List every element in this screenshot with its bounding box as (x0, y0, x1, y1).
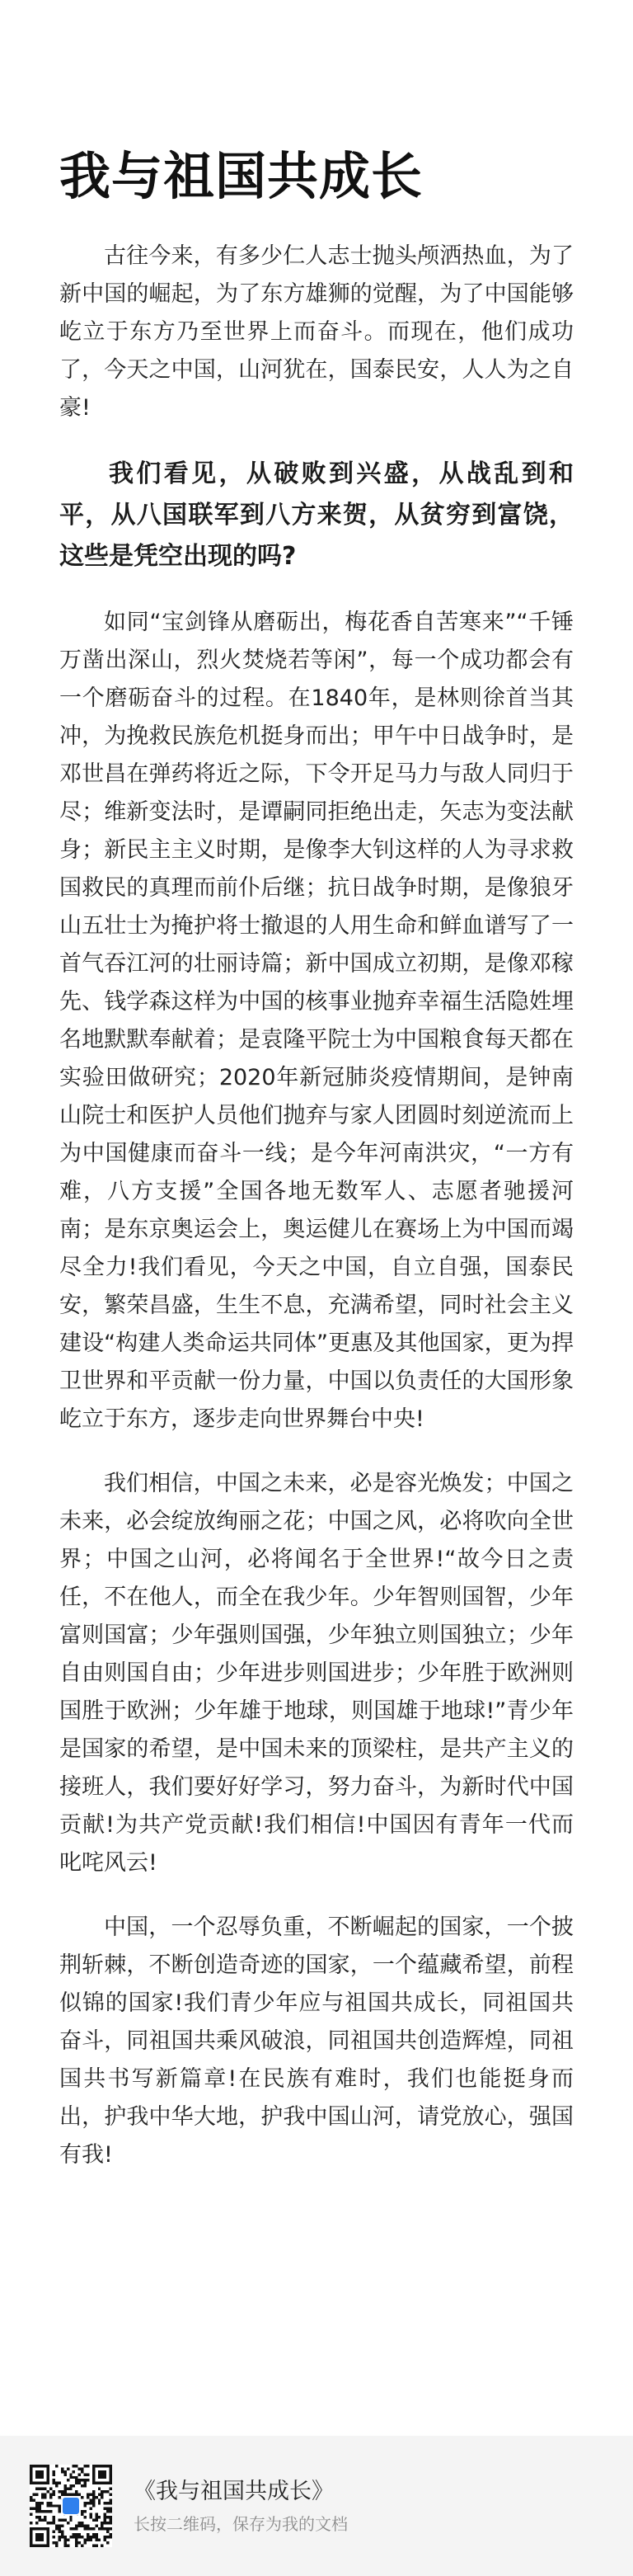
paragraph-2-emphasis: 我们看见，从破败到兴盛，从战乱到和平，从八国联军到八方来贺，从贫穷到富饶，这些是凭空出现的吗? (59, 459, 574, 571)
save-document-footer (0, 2436, 633, 2576)
footer-doc-title: 《我与祖国共成长》 (134, 2479, 334, 2504)
footer-hint: 长按二维码，保存为我的文档 (134, 2514, 348, 2534)
qr-code-icon[interactable] (30, 2465, 112, 2547)
paragraph-4: 我们相信，中国之未来，必是容光焕发；中国之未来，必会绽放绚丽之花；中国之风，必将吹向全世界；中国之山河，必将闻名于全世界!“故今日之责任，不在他人，而全在我少年。少年智则国智，少年富则国富；少年强则国强，少年独立则国独立；少年自由则国自由；少年进步则国进步；少年胜于欧洲则国胜于欧洲；少年雄于地球，则国雄于地球!”青少年是国家的希望，是中国未来的顶梁柱，是共产主义的接班人，我们要好好学习，努力奋斗，为新时代中国贡献!为共产党贡献!我们相信!中国因有青年一代而叱咤风云! (59, 1471, 574, 1876)
page-title: 我与祖国共成长 (59, 146, 424, 206)
footer-text (134, 2476, 348, 2536)
paragraph-3: 如同“宝剑锋从磨砺出，梅花香自苦寒来”“千锤万凿出深山，烈火焚烧若等闲”，每一个成功都会有一个磨砺奋斗的过程。在1840年，是林则徐首当其冲，为挽救民族危机挺身而出；甲午中日战争时，是邓世昌在弹药将近之际，下令开足马力与敌人同归于尽；维新变法时，是谭嗣同拒绝出走，矢志为变法献身；新民主主义时期，是像李大钊这样的人为寻求救国救民的真理而前仆后继；抗日战争时期，是像狼牙山五壮士为掩护将士撤退的人用生命和鲜血谱写了一首气吞江河的壮丽诗篇；新中国成立初期，是像邓稼先、钱学森这样为中国的核事业抛弃幸福生活隐姓埋名地默默奉献着；是袁隆平院士为中国粮食每天都在实验田做研究；2020年新冠肺炎疫情期间，是钟南山院士和医护人员他们抛弃与家人团圆时刻逆流而上为中国健康而奋斗一线；是今年河南洪灾，“一方有难，八方支援”全国各地无数军人、志愿者驰援河南；是东京奥运会上，奥运健儿在赛场上为中国而竭尽全力!我们看见，今天之中国，自立自强，国泰民安，繁荣昌盛，生生不息，充满希望，同时社会主义建设“构建人类命运共同体”更惠及其他国家，更为捍卫世界和平贡献一份力量，中国以负责任的大国形象屹立于东方，逐步走向世界舞台中央! (59, 610, 574, 1432)
paragraph-5: 中国，一个忍辱负重，不断崛起的国家，一个披荆斩棘，不断创造奇迹的国家，一个蕴藏希望，前程似锦的国家!我们青少年应与祖国共成长，同祖国共奋斗，同祖国共乘风破浪，同祖国共创造辉煌，同祖国共书写新篇章!在民族有难时，我们也能挺身而出，护我中华大地，护我中国山河，请党放心，强国有我! (59, 1914, 574, 2168)
paragraph-1: 古往今来，有多少仁人志士抛头颅洒热血，为了新中国的崛起，为了东方雄狮的觉醒，为了中国能够屹立于东方乃至世界上而奋斗。而现在，他们成功了，今天之中国，山河犹在，国泰民安，人人为之自豪! (59, 243, 574, 421)
document-badge-icon (61, 2496, 81, 2516)
